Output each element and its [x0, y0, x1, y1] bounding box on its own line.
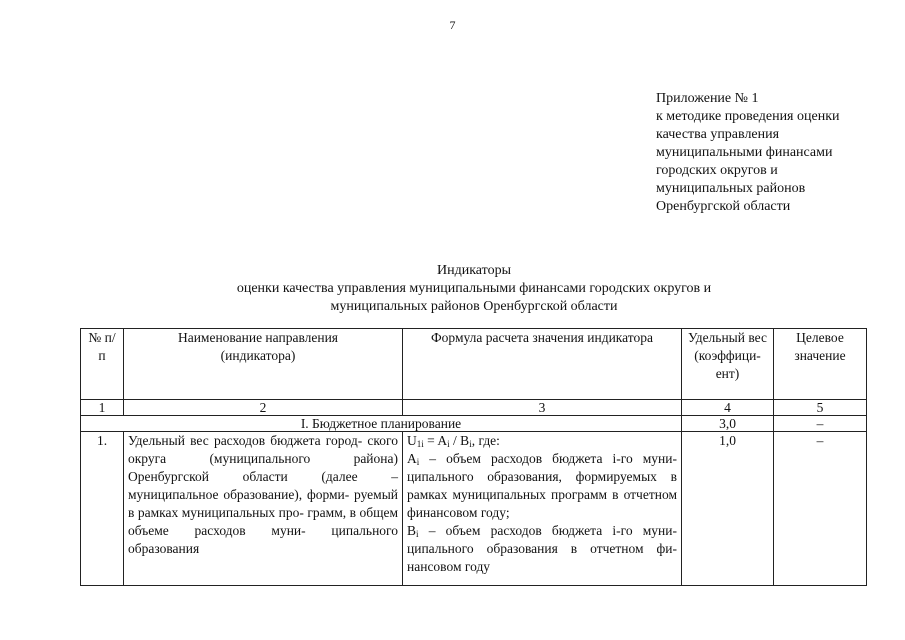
header-number: № п/п: [81, 329, 124, 400]
appendix-line: муниципальными финансами: [656, 145, 833, 160]
formula-subscript: i: [416, 529, 419, 539]
header-formula: Формула расчета значения индикатора: [403, 329, 682, 400]
formula-subscript: i: [416, 457, 420, 467]
formula-definition-b: [407, 522, 677, 576]
table-header-row: [81, 329, 867, 400]
appendix-line: Оренбургской области: [656, 199, 791, 214]
section-title: I. Бюджетное планирование: [81, 416, 682, 432]
formula-text: – объем расходов бюджета i-го муни- ципального образования, формируемых в рамках муниципальных программ в отчетном финансовом году;: [407, 451, 677, 520]
formula-symbol: A: [407, 451, 417, 466]
appendix-line: качества управления: [656, 127, 780, 142]
formula-text: – объем расходов бюджета i-го муни- ципального образования в отчетном фи- нансовом году: [407, 523, 677, 574]
section-weight: 3,0: [682, 416, 774, 432]
appendix-line: муниципальных районов: [656, 181, 806, 196]
formula-text: , где:: [471, 433, 500, 448]
section-target: –: [774, 416, 867, 432]
appendix-line: к методике проведения оценки: [656, 109, 840, 124]
title-line-3: муниципальных районов Оренбургской области: [330, 299, 618, 314]
formula-operator: /: [449, 433, 461, 448]
row-weight: 1,0: [682, 432, 774, 586]
formula-definition-a: [407, 450, 677, 522]
header-name: Наименование направления (индикатора): [124, 329, 403, 400]
column-number: 4: [682, 400, 774, 416]
header-weight: Удельный вес (коэффици- ент): [682, 329, 774, 400]
formula-expression: [407, 432, 677, 450]
appendix-line: городских округов и: [656, 163, 778, 178]
formula-symbol: U: [407, 433, 417, 448]
row-number: 1.: [81, 432, 124, 586]
title-line-1: Индикаторы: [437, 263, 511, 278]
row-formula: [403, 432, 682, 586]
row-target: –: [774, 432, 867, 586]
appendix-block: [656, 90, 840, 216]
formula-subscript: i: [447, 439, 450, 449]
formula-symbol: B: [407, 523, 417, 538]
title-line-2: оценки качества управления муниципальными финансами городских округов и: [236, 281, 712, 296]
formula-subscript: 1i: [416, 439, 424, 449]
formula-subscript: i: [469, 439, 472, 449]
column-number: 2: [124, 400, 403, 416]
formula-operator: =: [423, 433, 438, 448]
formula-symbol: B: [460, 433, 470, 448]
document-title: [0, 262, 905, 316]
indicators-table: [80, 328, 867, 586]
section-row: [81, 416, 867, 432]
row-indicator-name: Удельный вес расходов бюджета город- ского округа (муниципального района) Оренбургской области (далее – муниципальное образование), форми- руемый в рамках муниципальных про- грамм, в общем объеме расходов муни- ципального образования: [124, 432, 403, 586]
header-target: Целевое значение: [774, 329, 867, 400]
page-number: 7: [449, 18, 456, 32]
column-number: 3: [403, 400, 682, 416]
formula-symbol: A: [437, 433, 448, 448]
table-row: [81, 432, 867, 586]
column-number: 5: [774, 400, 867, 416]
appendix-line: Приложение № 1: [656, 91, 759, 106]
column-number-row: [81, 400, 867, 416]
column-number: 1: [81, 400, 124, 416]
